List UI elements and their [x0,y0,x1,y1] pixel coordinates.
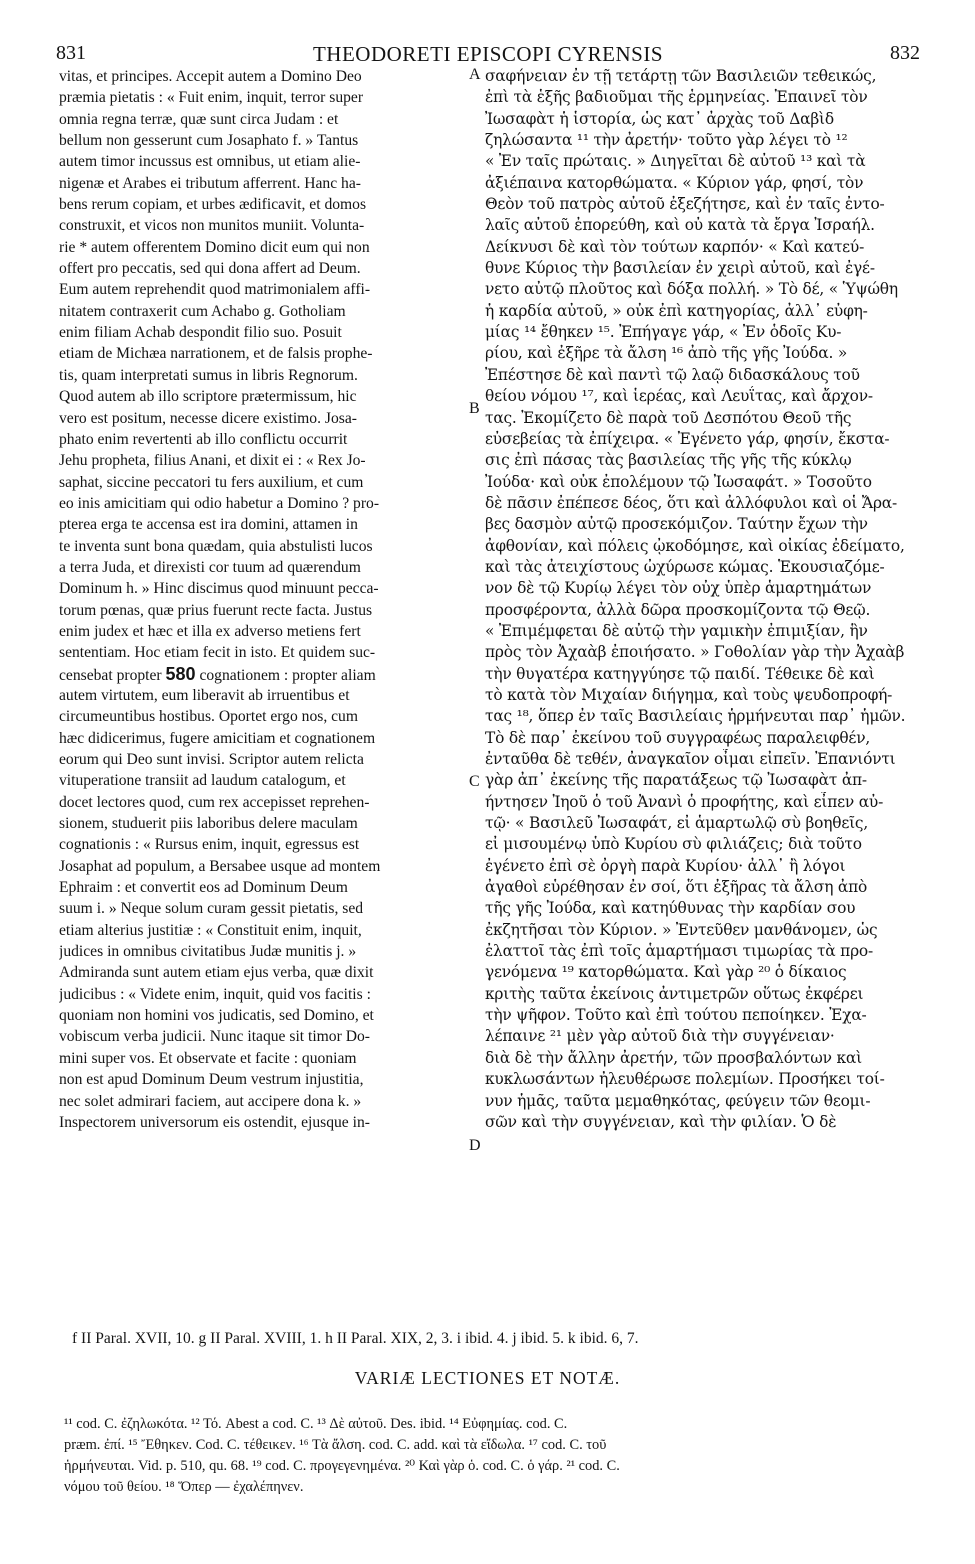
section-marker-c: C [469,773,480,790]
latin-line: tis, quam interpretati sumus in libris Regnorum. [59,366,358,384]
latin-line: nitatem contraxerit cum Achabo g. Gotholiam [59,302,346,320]
latin-line: phato enim revertenti ab illo conflictu occurrit [59,430,348,448]
greek-line: εὐσεβείας τὰ ἐπίχειρα. « Ἐγένετο γάρ, φησίν, ἔκστα- [485,429,890,448]
greek-line: ἡ καρδία αὐτοῦ, » οὐκ ἐπὶ κατηγορίας, ἀλλ᾽ εὐφη- [485,301,868,320]
latin-column [59,66,469,1133]
greek-line: Ἰούδα· καὶ οὐκ ἐπολέμουν τῷ Ἰωσαφάτ. » Τοσοῦτο [485,472,872,491]
latin-line: torum pœnas, quæ prius fuerunt recte facta. Justus [59,601,373,619]
latin-line: Inspectorem universorum eis ostendit, ejusque in- [59,1113,370,1131]
latin-line: docet lectores quod, cum rex accepisset reprehen- [59,793,370,811]
greek-line: σῶν καὶ τὴν συγγένειαν, καὶ τὴν φιλίαν. Ὁ δὲ [485,1112,837,1131]
left-page-number: 831 [56,42,86,64]
latin-line: sententiam. Hoc etiam fecit in isto. Et quidem suc- [59,644,376,662]
latin-line: a terra Juda, et direxisti cor tuum ad quærendum [59,558,361,576]
latin-line: circumeuntibus hostibus. Oportet ergo nos, cum [59,708,358,726]
greek-line: προσφέροντα, ἀλλὰ δῶρα προσκομίζοντα τῷ Θεῷ. [485,600,871,619]
latin-line: præmia pietatis : « Fuit enim, inquit, terror super [59,89,364,107]
greek-line: πρὸς τὸν Ἀχαὰβ ἐποιήσατο. » Γοθολίαν γὰρ τὴν Ἀχαὰβ [485,643,905,662]
variant-note-line: ἡρμήνευται. Vid. p. 510, qu. 68. ¹⁹ cod. C. προγεγενημένα. ²⁰ Καὶ γὰρ ὁ. cod. C. ὁ γάρ. ²¹ cod. C. [64,1458,620,1474]
greek-line: τὸ κατὰ τὸν Μιχαίαν διήγημα, καὶ τοὺς ψευδοπροφή- [485,685,893,704]
latin-line: quoniam non homini vos judicatis, sed Domino, et [59,1007,374,1025]
greek-line: « Ἐπιμέμφεται δὲ αὐτῷ τὴν γαμικὴν ἐπιμιξίαν, ἣν [485,621,868,640]
latin-line: Quod autem ab illo scriptore prætermissum, hic [59,388,357,406]
latin-line: etiam de Michæa narrationem, et de falsis prophe- [59,345,373,363]
variae-lectiones-notes [64,1414,924,1498]
greek-line: σις ἐπὶ πάσας τὰς βασιλείας τῆς γῆς τῆς κύκλῳ [485,451,852,470]
latin-line: enim judex et hæc et illa ex adverso metiens fert [59,622,361,640]
greek-line: γενόμενα ¹⁹ κατορθώματα. Καὶ γὰρ ²⁰ ὁ δίκαιος [485,963,847,982]
latin-line: construxit, et vicos non munitos muniit. Volunta- [59,217,365,235]
greek-line: Θεὸν τοῦ πατρὸς αὐτοῦ ἐξεζήτησε, καὶ ἐν ταῖς ἐντο- [485,195,885,214]
greek-line: νον δὲ τῷ Κυρίῳ λέγει τὸν οὐχ ὑπὲρ ἁμαρτημάτων [485,579,872,598]
latin-line: etiam alterius justitiæ : « Constituit enim, inquit, [59,921,362,939]
latin-line: vobiscum verba judicii. Nunc itaque sit timor Do- [59,1028,370,1046]
section-marker-b: B [469,400,480,417]
latin-line: suum i. » Neque solum curam gessit pietatis, sed [59,900,364,918]
page-header [52,42,924,68]
greek-line: μίας ¹⁴ ἔθηκεν ¹⁵. Ἐπήγαγε γάρ, « Ἐν ὁδοῖς Κυ- [485,323,842,342]
latin-line-part: cognationem : propter aliam [195,666,376,684]
greek-line: ζηλώσαντα ¹¹ τὴν ἀρετήν· τοῦτο γὰρ λέγει τὸ ¹² [485,131,848,150]
latin-line: hæc didicerimus, fugere amicitiam et cognationem [59,729,376,747]
latin-line: Jehu propheta, filius Anani, et dixit ei : « Rex Jo- [59,452,366,470]
greek-line: κριτὴς ταῦτα ἐκείνοις ἀντιμετρῶν οὕτως ἐκφέρει [485,984,864,1003]
variae-lectiones-title: VARIÆ LECTIONES ET NOTÆ. [354,1368,621,1388]
greek-line: λέπαινε ²¹ μὲν γὰρ αὐτοῦ διὰ τὴν συγγένειαν· [485,1027,835,1046]
greek-line: καὶ τὰς ἀτειχίστους ὠχύρωσε κώμας. Ἑκουσιαζόμε- [485,557,885,576]
greek-line: τὴν ψῆφον. Τοῦτο καὶ ἐπὶ τούτου πεποίηκεν. Ἐχα- [485,1006,867,1025]
latin-line: eorum qui Deo sunt invisi. Scriptor autem relicta [59,751,364,768]
latin-line: enim filiam Achab despondit filio suo. Posuit [59,324,342,342]
latin-line: nec solet admirari faciem, aut accipere dona k. » [59,1092,362,1110]
latin-line: vituperatione transiit ad laudum catalogum, et [59,772,346,790]
latin-line: rie * autem offerentem Domino dicit eum qui non [59,238,370,256]
greek-line: δὲ πᾶσιν ἐπέπεσε δέος, ὅτι καὶ ἀλλόφυλοι καὶ οἱ Ἄρα- [485,493,897,512]
latin-line: te inventa sunt bona quædam, quia abstulisti lucos [59,537,373,555]
latin-line: nigenæ et Arabes ei tributum afferrent. Hanc ha- [59,174,361,192]
latin-line: eo inis amicitiam qui odio habetur a Domino ? pro- [59,494,380,512]
greek-line: Ἰωσαφὰτ ἡ ἱστορία, ὡς κατ᾽ ἀρχὰς τοῦ Δαβὶδ [485,109,834,128]
greek-line: « Ἐν ταῖς πρώταις. » Διηγεῖται δὲ αὐτοῦ ¹³ καὶ τὰ [485,152,866,171]
latin-line: Eum autem reprehendit quod matrimonialem affi- [59,281,371,299]
greek-line: ήντησεν Ἰηοῦ ὁ τοῦ Ἀνανὶ ὁ προφήτης, καὶ εἶπεν αὐ- [485,792,884,811]
greek-line: τας ¹⁸, ὅπερ ἐν ταῖς Βασιλείαις ἡρμήνευται παρ᾽ ἡμῶν. [485,707,906,726]
latin-line: autem timor incussus est omnibus, ut etiam alie- [59,153,361,171]
latin-line: Dominum h. » Hinc discimus quod minuunt pecca- [59,580,379,598]
greek-line: νετο αὐτῷ πλοῦτος καὶ δόξα πολλή. » Τὸ δέ, « Ὑψώθη [485,280,898,299]
greek-line: ἀγαθοὶ εὑρέθησαν ἐν σοί, ὅτι ἐξῆρας τὰ ἄλση ἀπὸ [485,878,868,897]
greek-line: γὰρ ἀπ᾽ ἐκείνης τῆς παρατάξεως τῷ Ἰωσαφὰτ ἀπ- [485,771,867,790]
greek-line: θείου νόμου ¹⁷, καὶ ἱερέας, καὶ Λευΐτας, καὶ ἄρχον- [485,387,873,406]
latin-line [59,664,469,685]
scripture-footnotes: f II Paral. XVII, 10. g II Paral. XVIII, 1. h II Paral. XIX, 2, 3. i ibid. 4. j ibid. 5. k ibid. 6, 7. [72,1330,639,1347]
greek-line: τῷ· « Βασιλεῦ Ἰωσαφάτ, εἰ ἁμαρτωλῷ σὺ βοηθεῖς, [485,814,869,833]
greek-line: ἐλαττοῖ τὰς ἐπὶ τοῖς ἁμαρτήμασι τιμωρίας τὰ προ- [485,942,873,961]
greek-line: ἀφθονίαν, καὶ πόλεις ᾠκοδόμησε, καὶ οἰκίας ἐδείματο, [485,536,905,555]
section-marker-a: A [469,66,481,83]
greek-line: νυν ἡμᾶς, ταῦτα μεμαθηκότας, φεύγειν τῶν θεομι- [485,1091,871,1110]
running-title: THEODORETI EPISCOPI CYRENSIS [312,42,664,66]
greek-line: τῆς γῆς Ἰούδα, καὶ κατηύθυνας τὴν καρδίαν σου [485,899,856,918]
latin-line: pterea erga te accensa est ira domini, attamen in [59,516,358,534]
latin-line: autem virtutem, eum liberavit ab irruentibus et [59,686,350,704]
variant-note-line: νόμου τοῦ θείου. ¹⁸ Ὅπερ — ἐχαλέπηνεν. [64,1479,304,1495]
greek-column [485,66,907,1133]
greek-line: Τὸ δὲ παρ᾽ ἐκείνου τοῦ συγγραφέως παραλειφθέν, [485,728,871,747]
latin-line: offert pro peccatis, sed qui dona affert ad Deum. [59,260,361,278]
greek-line: κυκλωσάντων ἠλευθέρωσε πολεμίων. Προσήκει τοί- [485,1070,885,1089]
greek-line: Ἐπέστησε δὲ καὶ παντὶ τῷ λαῷ διδασκάλους τοῦ [485,365,860,384]
greek-line: σαφήνειαν ἐν τῇ τετάρτῃ τῶν Βασιλειῶν τεθεικώς, [485,67,877,85]
greek-line: ἐπὶ τὰ ἑξῆς βαδιοῦμαι τῆς ἑρμηνείας. Ἐπαινεῖ τὸν [485,88,868,107]
latin-line: omnia regna terræ, quæ sunt circa Judam : et [59,110,339,128]
variant-note-line: ¹¹ cod. C. ἐζηλωκότα. ¹² Τό. Abest a cod. C. ¹³ Δὲ αὐτοῦ. Des. ibid. ¹⁴ Εὐφημίας. cod. C. [64,1416,568,1432]
latin-line-part: censebat propter [59,666,166,684]
greek-line: διὰ δὲ τὴν ἄλλην ἀρετήν, τῶν προσβαλόντων καὶ [485,1048,862,1067]
latin-line: vero est positum, necesse dicere existimo. Josa- [59,409,357,427]
latin-line: judicibus : « Videte enim, inquit, quid vos facitis : [59,985,371,1003]
greek-line: θυνε Κύριος τὴν βασιλείαν ἐν χειρὶ αὐτοῦ, καὶ ἐγέ- [485,259,875,278]
greek-line: ἀξιέπαινα κατορθώματα. « Κύριον γάρ, φησί, τὸν [485,173,864,192]
variant-note-line: præm. ἐπί. ¹⁵ Ἔθηκεν. Cod. C. τέθεικεν. ¹⁶ Τὰ ἄλση. cod. C. add. καὶ τὰ εἴδωλα. ¹⁷ cod. C. τοῦ [64,1437,607,1453]
greek-line: ρίου, καὶ ἐξῆρε τὰ ἄλση ¹⁶ ἀπὸ τῆς γῆς Ἰούδα. » [485,344,848,363]
greek-line: ἐκζητῆσαι τὸν Κύριον. » Ἐντεῦθεν μανθάνομεν, ὡς [485,920,878,939]
latin-line: sionem, studuerit piis laboribus delere maculam [59,815,358,833]
latin-line: Admiranda sunt autem etiam ejus verba, quæ dixit [59,964,374,982]
greek-line: Δείκνυσι δὲ καὶ τὸν τούτων καρπόν· « Καὶ κατεύ- [485,237,865,256]
latin-line: bens rerum copiam, et urbes ædificavit, et domos [59,196,367,214]
latin-line: bellum non gesserunt cum Josaphato f. » Tantus [59,132,359,150]
latin-line: mini super vos. Et observate et facite : quoniam [59,1049,357,1067]
latin-line: Josaphat ad populum, a Bersabee usque ad montem [59,857,381,875]
greek-line: ἐνταῦθα δὲ τεθέν, ἀναγκαῖον οἶμαι εἰπεῖν. Ἐπανιόντι [485,750,896,768]
edition-page-number: 580 [165,663,196,684]
greek-line: τὴν θυγατέρα κατηγγύησε τῷ παιδί. Τέθεικε δὲ καὶ [485,664,875,683]
greek-line: τας. Ἐκομίζετο δὲ παρὰ τοῦ Δεσπότου Θεοῦ τῆς [485,408,852,427]
latin-line: vitas, et principes. Accepit autem a Domino Deo [59,68,362,85]
latin-line: judices in omnibus civitatibus Judæ munitis j. » [59,943,357,961]
right-page-number: 832 [890,42,920,64]
latin-line: saphat, siccine peccatori tu fers auxilium, et cum [59,473,364,491]
greek-line: βες δασμὸν αὐτῷ προσεκόμιζον. Ταύτην ἔχων τὴν [485,515,868,534]
latin-line: Ephraim : et convertit eos ad Dominum Deum [59,879,348,897]
greek-line: λαῖς αὐτοῦ ἐπορεύθη, καὶ οὐ κατὰ τὰ ἔργα Ἰσραήλ. [485,216,875,235]
section-marker-d: D [469,1137,481,1154]
latin-line: non est apud Dominum Deum vestrum injustitia, [59,1071,364,1089]
greek-line: ἐγένετο ἐπὶ σὲ ὀργὴ παρὰ Κυρίου· ἀλλ᾽ ἢ λόγοι [485,856,846,875]
latin-line: cognationis : « Rursus enim, inquit, egressus est [59,836,360,854]
greek-line: εἰ μισουμένῳ ὑπὸ Κυρίου σὺ φιλιάζεις; διὰ τοῦτο [485,835,862,854]
